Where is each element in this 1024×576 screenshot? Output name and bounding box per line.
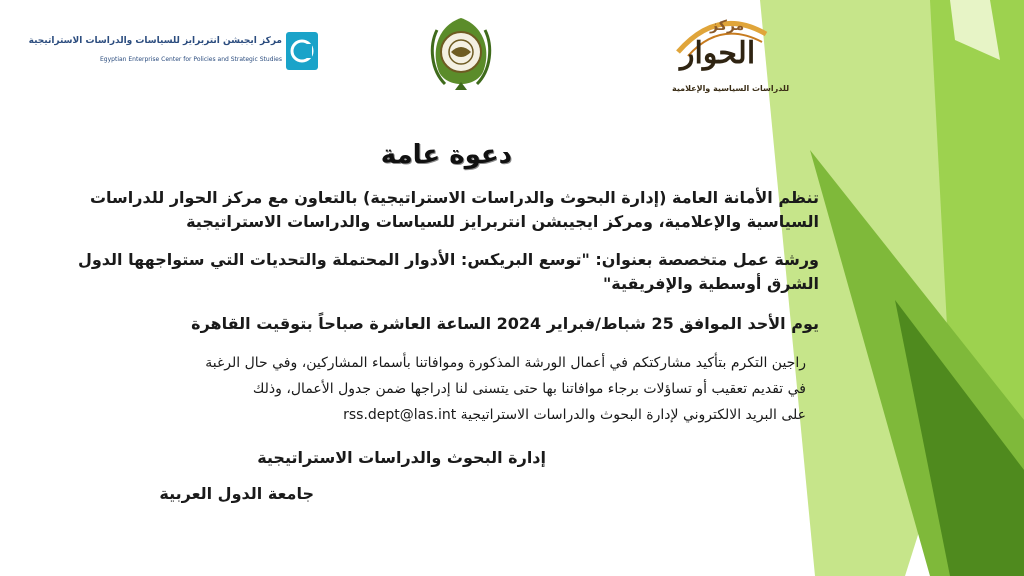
signature-organization: جامعة الدول العربية <box>159 484 314 503</box>
hiwar-name: الحوار <box>680 36 756 71</box>
hiwar-center-word: مركز <box>710 18 745 34</box>
eecp-logo <box>28 30 318 76</box>
signature-department: إدارة البحوث والدراسات الاستراتيجية <box>257 448 546 467</box>
body-line-2: في تقديم تعقيب أو تساؤلات برجاء موافاتنا بها حتى يتسنى لنا إدراجها ضمن جدول الأعمال، وذلك <box>252 381 806 397</box>
schedule-line: يوم الأحد الموافق 25 شباط/فبراير 2024 الساعة العاشرة صباحاً بتوقيت القاهرة <box>191 314 819 333</box>
hiwar-subtitle: للدراسات السياسية والإعلامية <box>672 84 790 93</box>
eecp-name-ar: مركز ايجبشن انتربرايز للسياسات والدراسات الاستراتيجية <box>28 36 282 46</box>
eecp-emblem-icon <box>286 32 318 70</box>
workshop-line-2: الشرق أوسطية والإفريقية" <box>602 274 819 293</box>
eecp-name-en: Egyptian Enterprise Center for Policies and Strategic Studies <box>100 56 282 63</box>
intro-line-1: تنظم الأمانة العامة (إدارة البحوث والدراسات الاستراتيجية) بالتعاون مع مركز الحوار للدراسات <box>89 188 819 207</box>
invitation-title: دعوة عامة <box>380 140 512 170</box>
body-line-1: راجين التكرم بتأكيد مشاركتكم في أعمال الورشة المذكورة وموافاتنا بأسماء المشاركين، وفي حال الرغبة <box>205 355 806 371</box>
intro-line-2: السياسية والإعلامية، ومركز ايجيبشن انتربرايز للسياسات والدراسات الاستراتيجية <box>186 212 819 231</box>
arab-league-emblem-icon <box>425 12 497 96</box>
arab-league-seal <box>425 12 497 96</box>
body-line-3: على البريد الالكتروني لإدارة البحوث والدراسات الاستراتيجية rss.dept@las.int <box>343 407 806 423</box>
hiwar-center-logo <box>658 12 790 100</box>
workshop-line-1: ورشة عمل متخصصة بعنوان: "توسع البريكس: الأدوار المحتملة والتحديات التي ستواجهها الدول <box>77 250 819 269</box>
